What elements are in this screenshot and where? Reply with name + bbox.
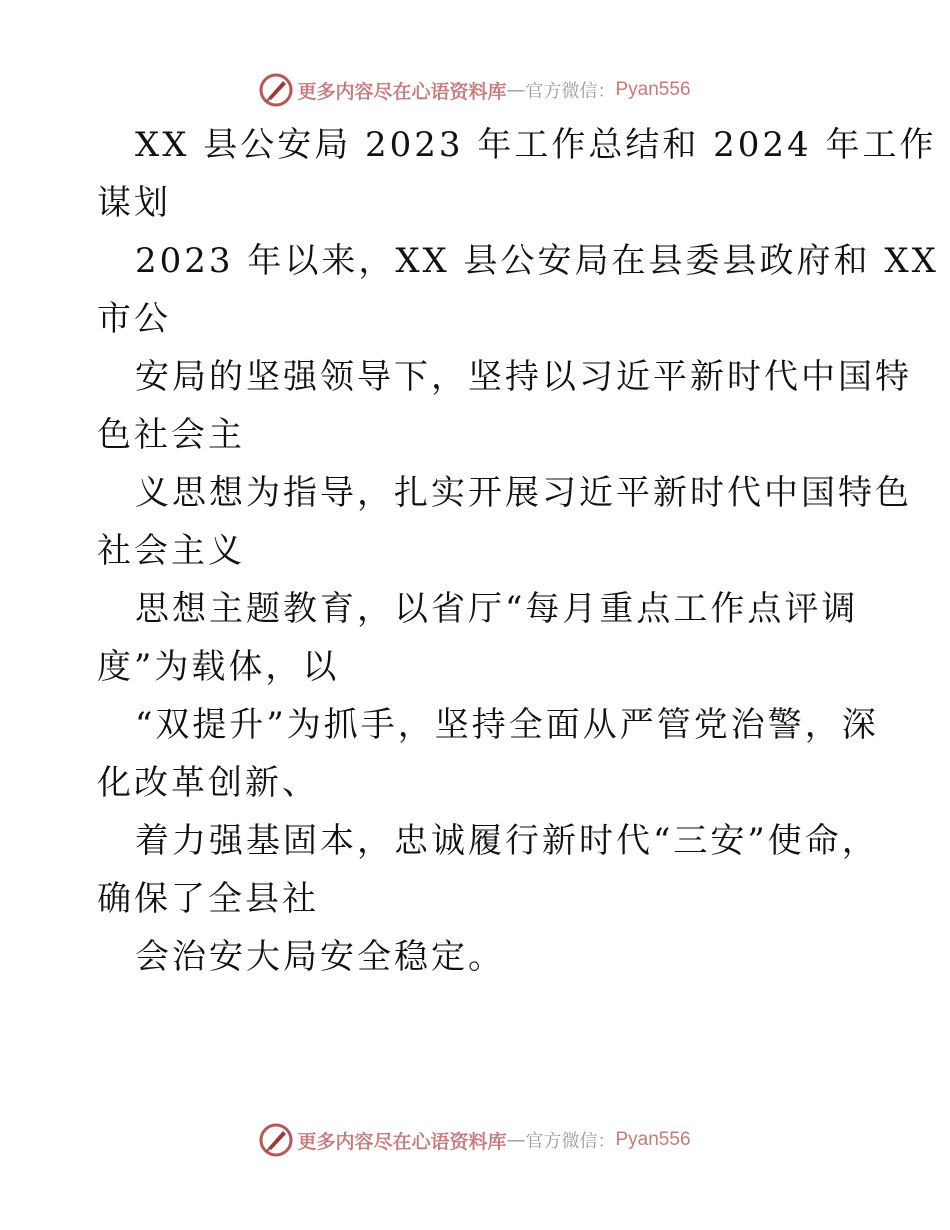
document-title-line-1: XX 县公安局 2023 年工作总结和 2024 年工作 [135, 125, 937, 165]
paragraph-line: 义思想为指导，扎实开展习近平新时代中国特色 [135, 473, 912, 513]
quill-pen-logo-icon [259, 1123, 293, 1157]
paragraph-line: 安局的坚强领导下，坚持以习近平新时代中国特 [135, 357, 912, 397]
paragraph-line: 化改革创新、 [97, 763, 319, 803]
paragraph-line: 2023 年以来，XX 县公安局在县委县政府和 XX [135, 241, 939, 281]
quill-pen-logo-icon [259, 73, 293, 107]
watermark-brand: 更多内容尽在心语资料库 [297, 80, 507, 103]
paragraph-line: 思想主题教育，以省厅“每月重点工作点评调 [135, 589, 859, 629]
paragraph-line: 确保了全县社 [97, 879, 319, 919]
watermark-brand: 更多内容尽在心语资料库 [297, 1130, 507, 1153]
watermark-label: 官方微信： [525, 81, 616, 102]
watermark-wechat-id: Pyan556 [615, 1129, 691, 1150]
paragraph-line: 会治安大局安全稳定。 [135, 937, 505, 977]
paragraph-line: 社会主义 [97, 531, 245, 571]
document-title-line-2: 谋划 [97, 183, 171, 223]
watermark-header [0, 70, 950, 110]
paragraph-line: 色社会主 [97, 415, 245, 455]
watermark-separator: — [506, 1129, 526, 1151]
watermark-wechat-id: Pyan556 [615, 79, 691, 100]
watermark-footer [0, 1120, 950, 1160]
watermark-label: 官方微信： [525, 1131, 616, 1152]
paragraph-line: 度”为载体，以 [97, 647, 340, 687]
paragraph-line: 市公 [97, 299, 171, 339]
watermark-separator: — [506, 79, 526, 101]
paragraph-line: 着力强基固本，忠诚履行新时代“三安”使命， [135, 821, 879, 861]
paragraph-line: “双提升”为抓手，坚持全面从严管党治警，深 [135, 705, 879, 745]
